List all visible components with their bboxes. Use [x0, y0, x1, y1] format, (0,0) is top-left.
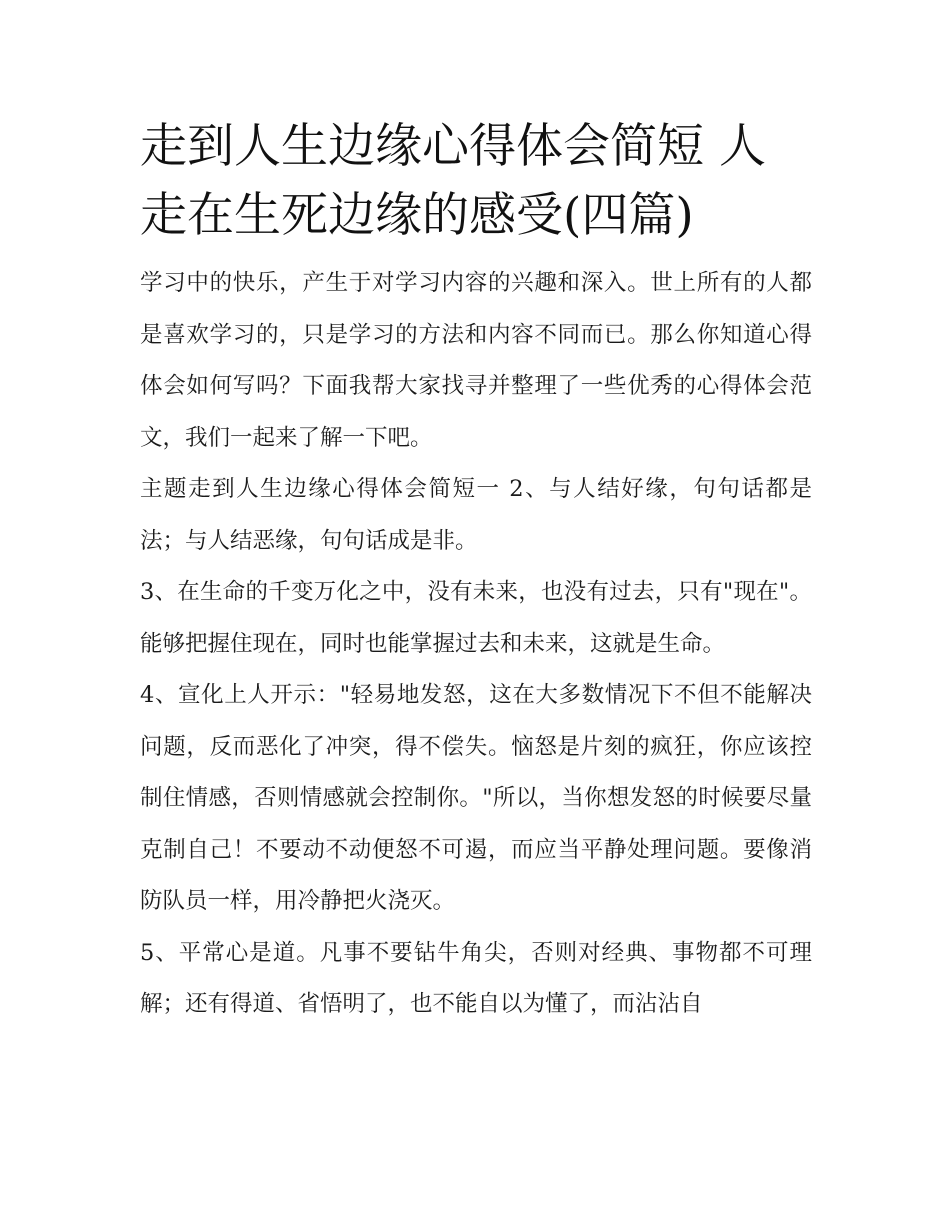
intro-paragraph: 学习中的快乐，产生于对学习内容的兴趣和深入。世上所有的人都是喜欢学习的，只是学习的方法和内容不同而已。那么你知道心得体会如何写吗？下面我帮大家找寻并整理了一些优秀的心得体会范文，我们一起来了解一下吧。	[140, 270, 812, 451]
document-content	[140, 112, 812, 1031]
paragraph-item-3: 3、在生命的千变万化之中，没有未来，也没有过去，只有"现在"。能够把握住现在，同时也能掌握过去和未来，这就是生命。	[140, 579, 812, 657]
paragraph-item-4: 4、宣化上人开示："轻易地发怒，这在大多数情况下不但不能解决问题，反而恶化了冲突，得不偿失。恼怒是片刻的疯狂，你应该控制住情感，否则情感就会控制你。"所以，当你想发怒的时候要尽量克制自己！不要动不动便怒不可遏，而应当平静处理问题。要像消防队员一样，用冷静把火浇灭。	[140, 682, 812, 914]
paragraph-item-2: 主题走到人生边缘心得体会简短一 2、与人结好缘，句句话都是法；与人结恶缘，句句话成是非。	[140, 476, 812, 554]
document-title: 走到人生边缘心得体会简短 人走在生死边缘的感受(四篇)	[140, 119, 766, 243]
paragraph-item-5: 5、平常心是道。凡事不要钻牛角尖，否则对经典、事物都不可理解；还有得道、省悟明了，也不能自以为懂了，而沾沾自	[140, 939, 812, 1017]
